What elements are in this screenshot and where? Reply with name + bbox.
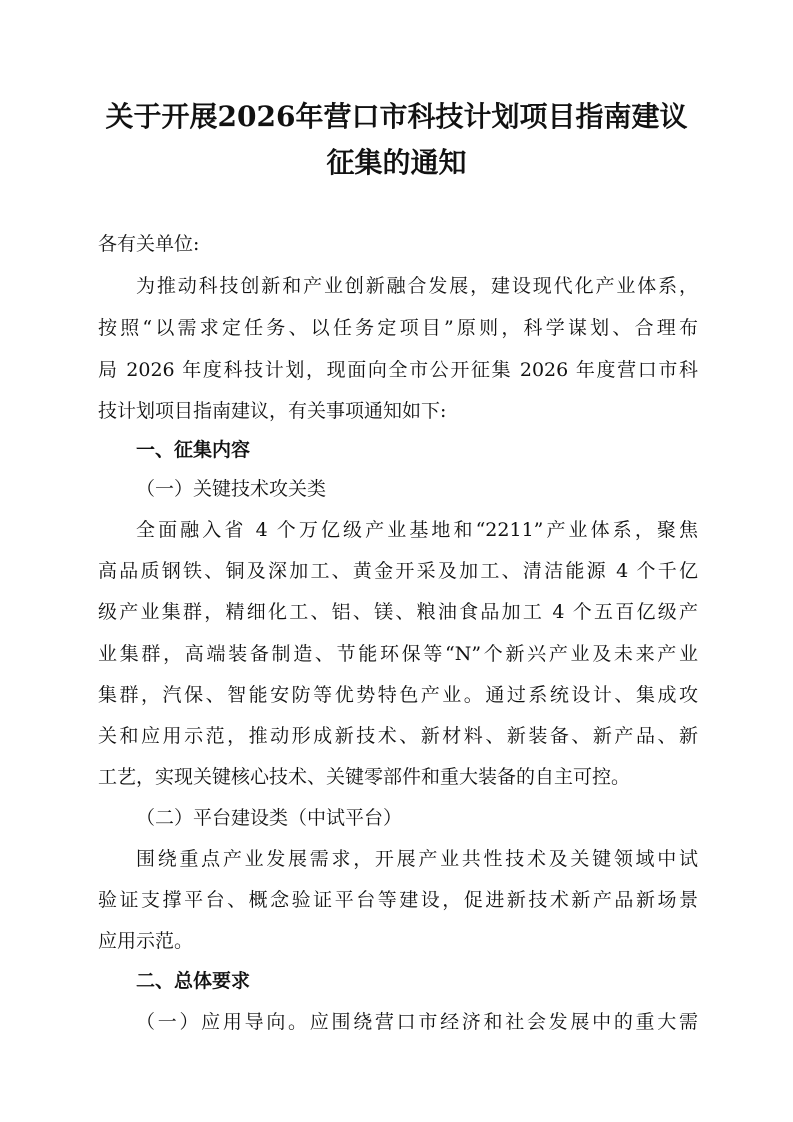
body-line: （一）应用导向。应围绕营口市经济和社会发展中的重大需 — [136, 1011, 698, 1033]
document-title-line-1: 关于开展2026年营口市科技计划项目指南建议 — [105, 100, 688, 133]
body-line: 应用示范。 — [98, 930, 194, 952]
intro-line: 为推动科技创新和产业创新融合发展，建设现代化产业体系， — [136, 275, 698, 297]
body-line: 高品质钢铁、铜及深加工、黄金开采及加工、清洁能源 4 个千亿 — [98, 560, 698, 582]
subsection-heading-1-2: （二）平台建设类（中试平台） — [136, 807, 403, 829]
body-line: 验证支撑平台、概念验证平台等建设，促进新技术新产品新场景 — [98, 889, 698, 911]
section-heading-1: 一、征集内容 — [136, 439, 251, 461]
body-line: 全面融入省 4 个万亿级产业基地和“2211”产业体系，聚焦 — [136, 519, 698, 541]
intro-line: 技计划项目指南建议，有关事项通知如下: — [98, 400, 447, 422]
intro-line: 局 2026 年度科技计划，现面向全市公开征集 2026 年度营口市科 — [98, 359, 698, 381]
salutation: 各有关单位: — [98, 233, 200, 255]
section-heading-2: 二、总体要求 — [136, 970, 251, 992]
body-line: 关和应用示范，推动形成新技术、新材料、新装备、新产品、新 — [98, 725, 698, 747]
body-line: 围绕重点产业发展需求，开展产业共性技术及关键领域中试 — [136, 848, 698, 870]
subsection-heading-1-1: （一）关键技术攻关类 — [136, 478, 327, 500]
body-line: 工艺，实现关键核心技术、关键零部件和重大装备的自主可控。 — [98, 766, 631, 788]
body-line: 业集群，高端装备制造、节能环保等“N”个新兴产业及未来产业 — [98, 643, 698, 665]
document-title-line-2: 征集的通知 — [326, 146, 467, 179]
intro-line: 按照“以需求定任务、以任务定项目”原则，科学谋划、合理布 — [98, 317, 698, 339]
body-line: 级产业集群，精细化工、铝、镁、粮油食品加工 4 个五百亿级产 — [98, 601, 698, 623]
body-line: 集群，汽保、智能安防等优势特色产业。通过系统设计、集成攻 — [98, 684, 698, 706]
